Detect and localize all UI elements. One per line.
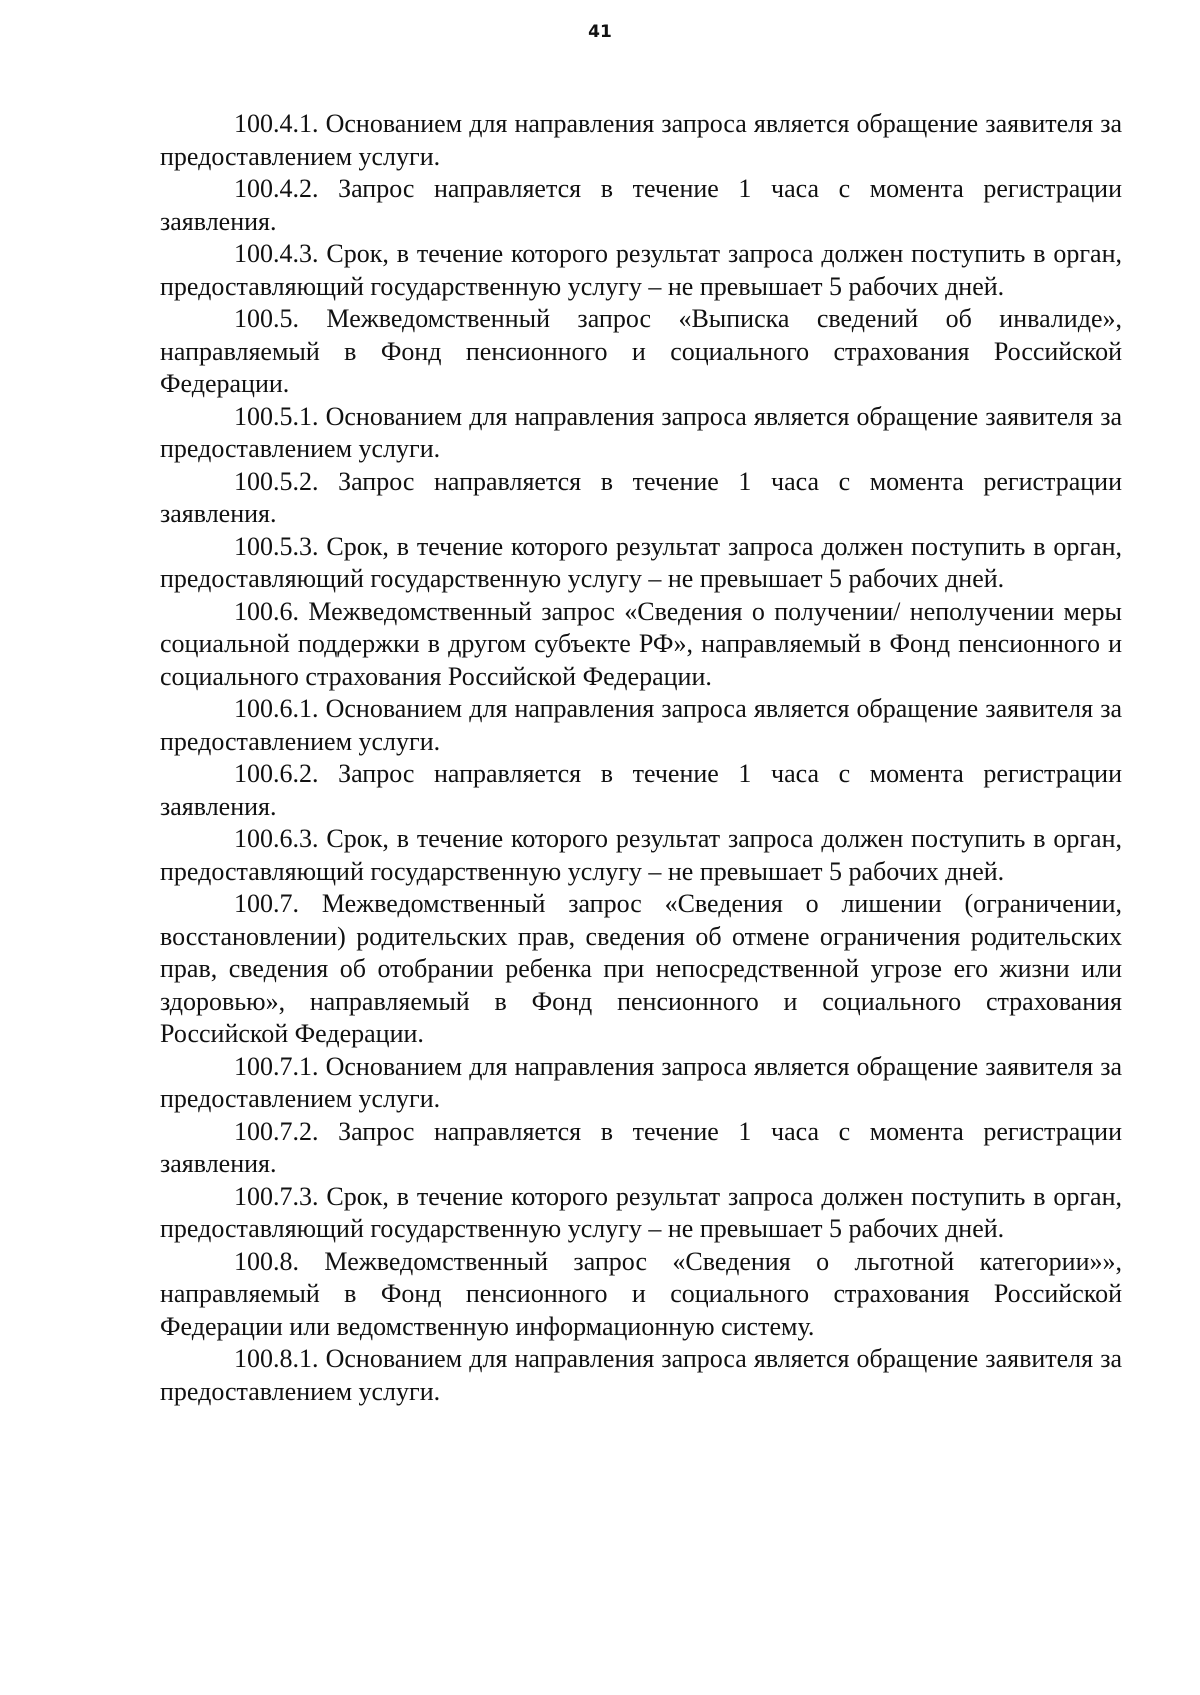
document-body [160,108,1122,1408]
paragraph-100-7-1: 100.7.1. Основанием для направления запроса является обращение заявителя за предоставлением услуги. [160,1051,1122,1113]
paragraph-100-5-2: 100.5.2. Запрос направляется в течение 1 часа с момента регистрации заявления. [160,466,1122,528]
paragraph-100-6: 100.6. Межведомственный запрос «Сведения о получении/ неполучении меры социальной поддержки в другом субъекте РФ», направляемый в Фонд пенсионного и социального страхования Российской Федерации. [160,596,1122,691]
paragraph-100-6-1: 100.6.1. Основанием для направления запроса является обращение заявителя за предоставлением услуги. [160,694,1122,756]
paragraph-100-5: 100.5. Межведомственный запрос «Выписка сведений об инвалиде», направляемый в Фонд пенсионного и социального страхования Российской Федерации. [160,304,1122,398]
paragraph-100-7: 100.7. Межведомственный запрос «Сведения о лишении (ограничении, восстановлении) родительских прав, сведения об отмене ограничения родительских прав, сведения об отобрании ребенка при непосредственной угрозе его жизни или здоровью», направляемый в Фонд пенсионного и социального страхования Российской Федерации. [160,889,1122,1048]
paragraph-100-4-2: 100.4.2. Запрос направляется в течение 1 часа с момента регистрации заявления. [160,174,1122,236]
paragraph-100-6-3: 100.6.3. Срок, в течение которого результат запроса должен поступить в орган, предоставляющий государственную услугу – не превышает 5 рабочих дней. [160,824,1122,886]
paragraph-100-5-3: 100.5.3. Срок, в течение которого результат запроса должен поступить в орган, предоставляющий государственную услугу – не превышает 5 рабочих дней. [160,531,1122,593]
paragraph-100-8: 100.8. Межведомственный запрос «Сведения о льготной категории»», направляемый в Фонд пенсионного и социального страхования Российской Федерации или ведомственную информационную систему. [160,1246,1122,1341]
paragraph-100-7-3: 100.7.3. Срок, в течение которого результат запроса должен поступить в орган, предоставляющий государственную услугу – не превышает 5 рабочих дней. [160,1181,1122,1243]
paragraph-100-6-2: 100.6.2. Запрос направляется в течение 1 часа с момента регистрации заявления. [160,759,1122,821]
paragraph-100-4-1: 100.4.1. Основанием для направления запроса является обращение заявителя за предоставлением услуги. [160,109,1122,171]
paragraph-100-5-1: 100.5.1. Основанием для направления запроса является обращение заявителя за предоставлением услуги. [160,401,1122,463]
paragraph-100-7-2: 100.7.2. Запрос направляется в течение 1 часа с момента регистрации заявления. [160,1116,1122,1178]
paragraph-100-4-3: 100.4.3. Срок, в течение которого результат запроса должен поступить в орган, предоставляющий государственную услугу – не превышает 5 рабочих дней. [160,239,1122,301]
paragraph-100-8-1: 100.8.1. Основанием для направления запроса является обращение заявителя за предоставлением услуги. [160,1344,1122,1406]
page-number: 41 [588,22,612,42]
